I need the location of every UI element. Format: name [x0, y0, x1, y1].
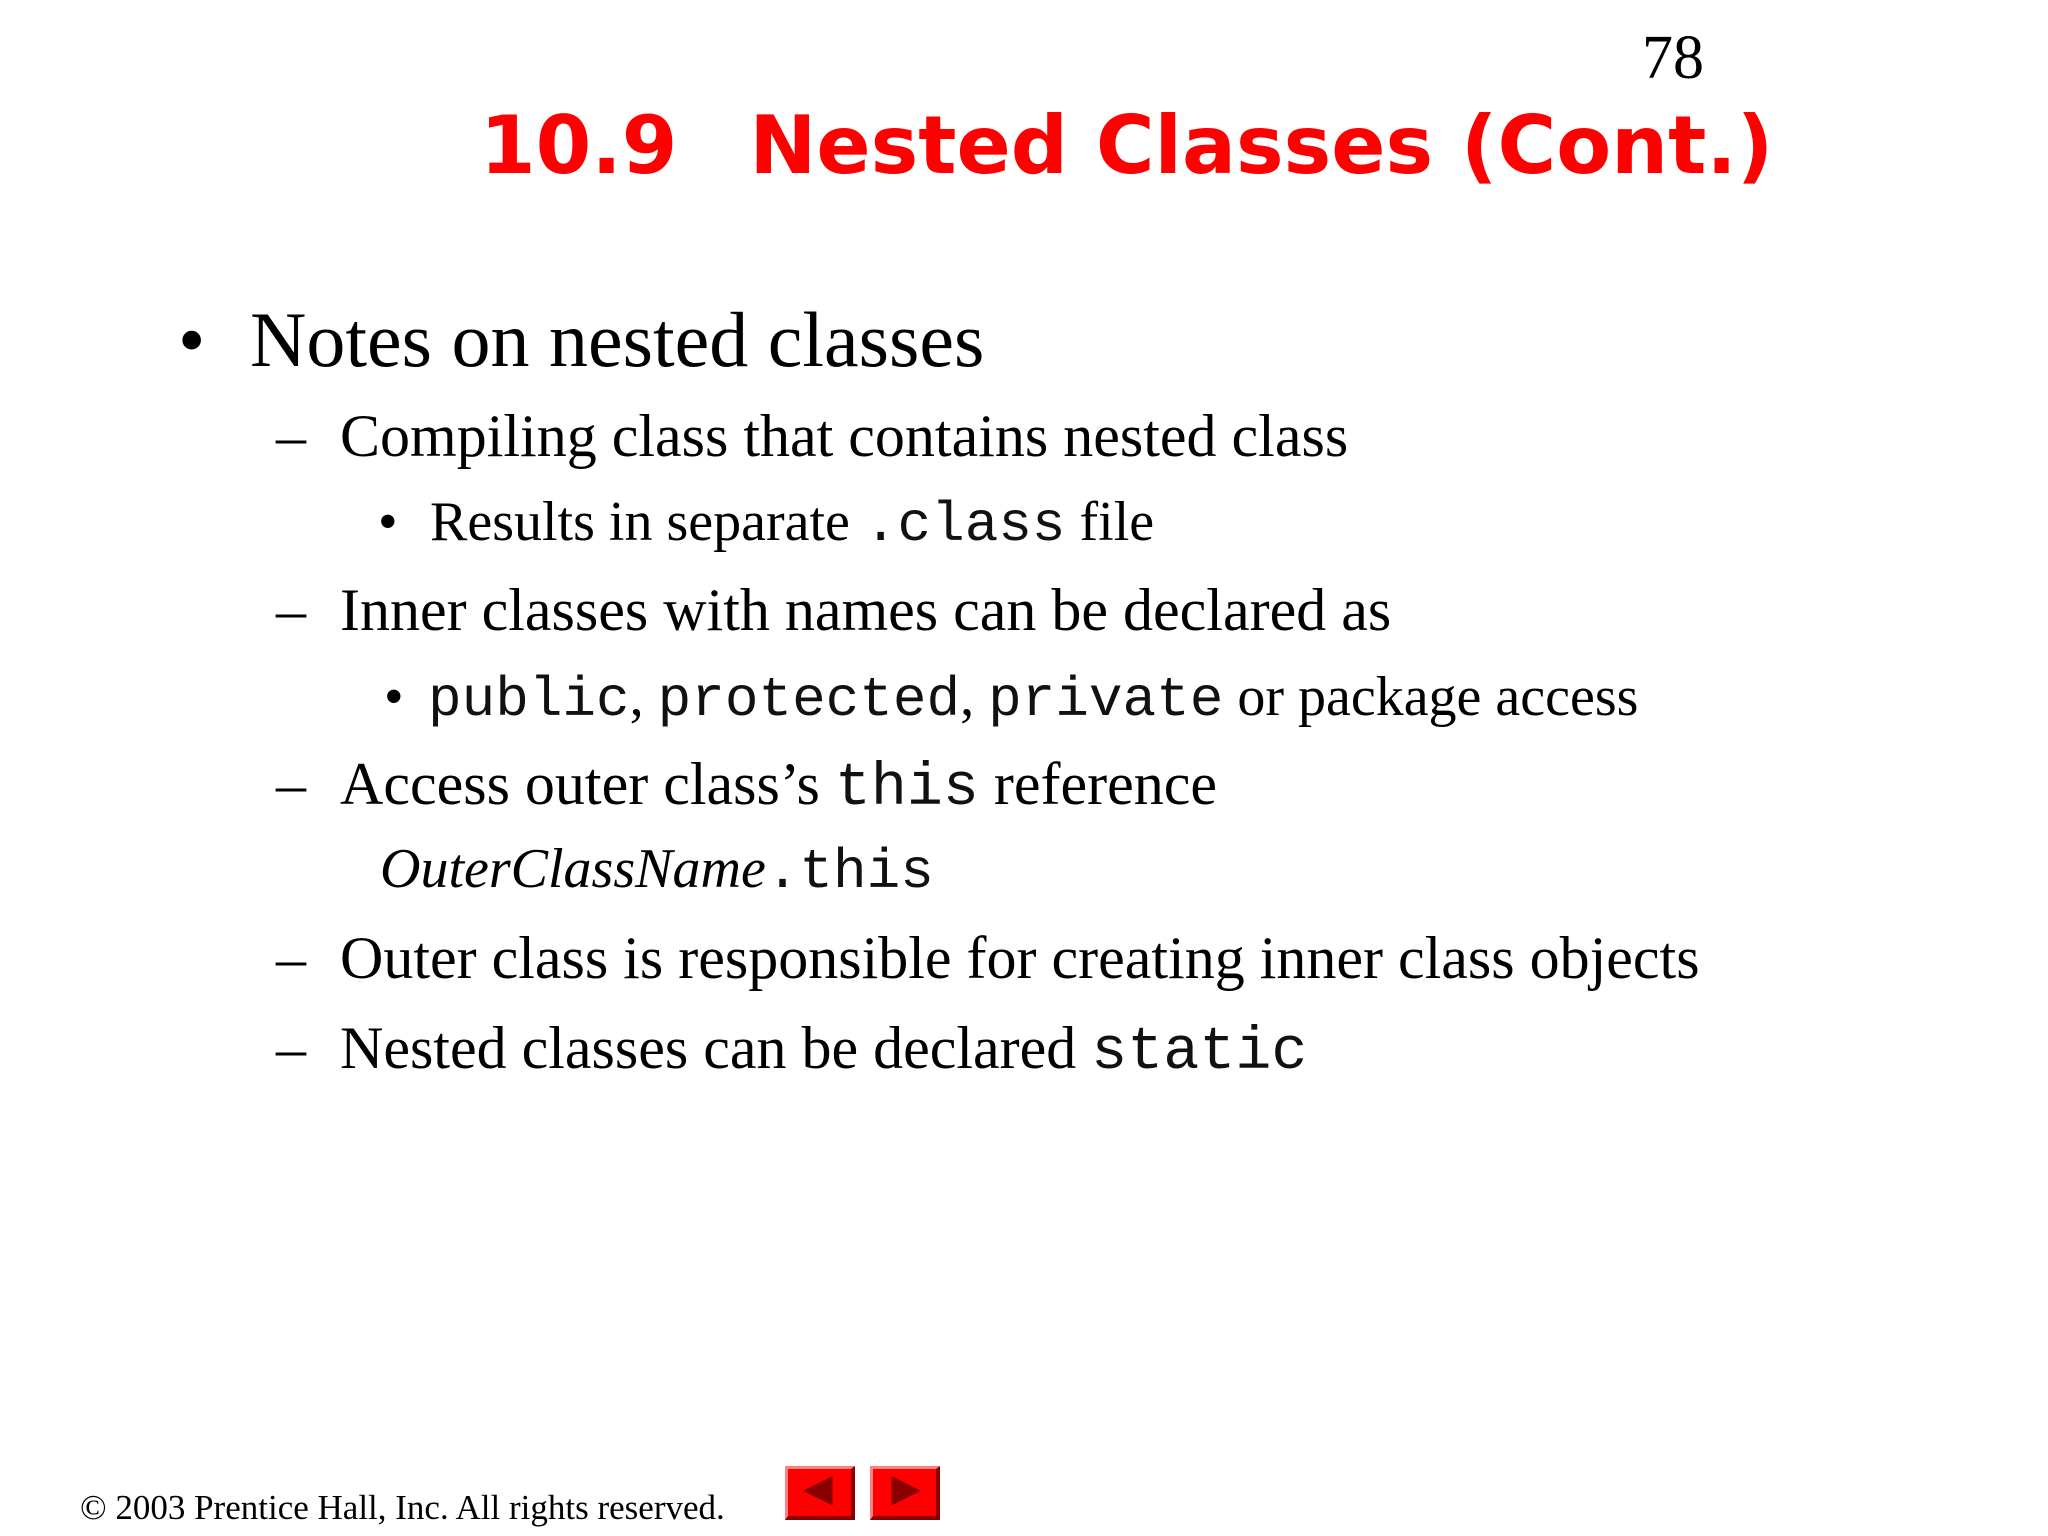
sub-item-access-outer [340, 746, 1217, 827]
dash-marker: – [276, 577, 306, 643]
previous-slide-button[interactable] [785, 1466, 855, 1520]
section-title: Nested Classes (Cont.) [749, 99, 1774, 192]
nested-text: Nested classes can be declared [340, 1015, 1092, 1081]
results-text: Results in separate [430, 491, 864, 553]
copyright-text: 2003 Prentice Hall, Inc. All rights reserved. [106, 1488, 725, 1527]
public-code: public [428, 668, 630, 732]
bullet-marker: • [178, 296, 206, 383]
previous-arrow-icon [788, 1469, 851, 1516]
sub-bullet-marker: • [378, 491, 398, 553]
section-number: 10.9 [480, 99, 678, 192]
main-bullet-text: Notes on nested classes [250, 296, 985, 383]
slide-number: 78 [1642, 24, 1704, 92]
dot-this-code: .this [765, 840, 934, 904]
sub-sub-item-results [430, 487, 1154, 560]
sub-sub-item-access-modifiers [428, 662, 1638, 735]
separator: , [960, 666, 989, 728]
package-access-text: or package access [1223, 666, 1639, 728]
separator: , [629, 666, 658, 728]
sub-item-nested-static [340, 1010, 1307, 1091]
sub-item-compiling: Compiling class that contains nested class [340, 403, 1349, 469]
static-code: static [1091, 1019, 1308, 1087]
slide-title [480, 96, 1773, 196]
next-arrow-icon [873, 1469, 936, 1516]
this-code: this [834, 755, 979, 823]
class-code: .class [863, 493, 1066, 557]
sub-item-outer-responsible: Outer class is responsible for creating inner class objects [340, 925, 1700, 991]
outer-class-name-text: OuterClassName [380, 838, 766, 900]
reference-text: reference [978, 751, 1217, 817]
copyright-symbol: © [80, 1488, 107, 1527]
sub-bullet-marker: • [384, 666, 404, 728]
access-text: Access outer class’s [340, 751, 835, 817]
file-text: file [1065, 491, 1155, 553]
copyright-footer [80, 1484, 725, 1532]
outer-this-example [380, 834, 934, 907]
dash-marker: – [276, 403, 306, 469]
dash-marker: – [276, 751, 306, 817]
sub-item-inner-classes: Inner classes with names can be declared as [340, 577, 1392, 643]
dash-marker: – [276, 1015, 306, 1081]
dash-marker: – [276, 925, 306, 991]
private-code: private [988, 668, 1224, 732]
next-slide-button[interactable] [870, 1466, 940, 1520]
protected-code: protected [657, 668, 961, 732]
